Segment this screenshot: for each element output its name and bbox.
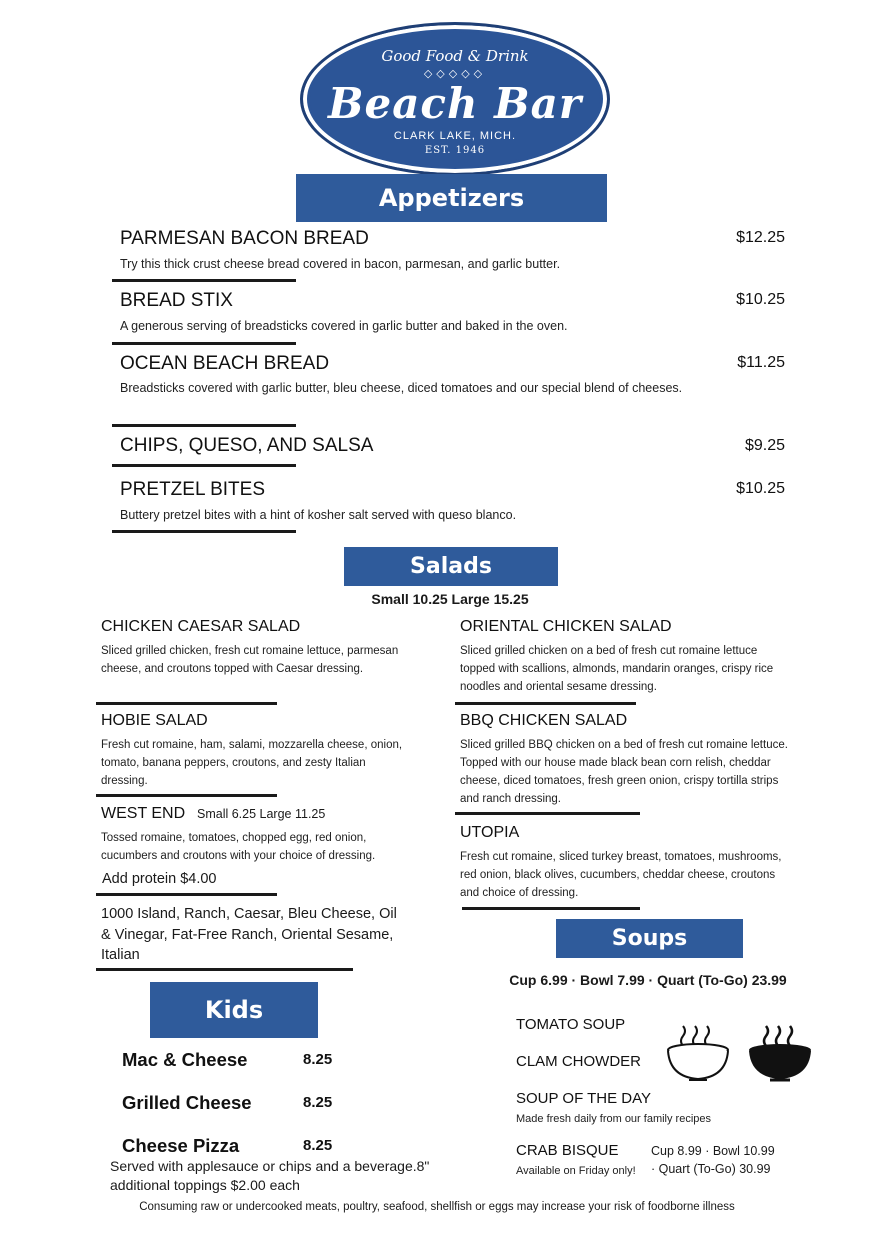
- divider: [96, 794, 277, 797]
- west-end-price: Small 6.25 Large 11.25: [197, 807, 326, 821]
- divider: [96, 893, 277, 896]
- kids-item-price: 8.25: [303, 1137, 333, 1154]
- salad-name: BBQ CHICKEN SALAD: [460, 712, 628, 729]
- soup-name: SOUP OF THE DAY: [516, 1090, 652, 1107]
- soup-bowl-filled-icon: [744, 1014, 816, 1084]
- logo-established: EST. 1946: [424, 145, 486, 156]
- appetizer-name: CHIPS, QUESO, AND SALSA: [120, 435, 374, 456]
- divider: [455, 812, 640, 815]
- salad-description: Tossed romaine, tomatoes, chopped egg, red onion, cucumbers and croutons with your choice of dressing.: [101, 832, 376, 862]
- salad-name: UTOPIA: [460, 824, 520, 841]
- salad-description: Fresh cut romaine, sliced turkey breast, tomatoes, mushrooms, red onion, black olives, cucumbers, cheddar cheese, croutons and choice of dressing.: [460, 851, 782, 899]
- soups-heading: Soups: [556, 919, 743, 958]
- appetizer-name: OCEAN BEACH BREAD: [120, 353, 330, 374]
- salad-description: Sliced grilled BBQ chicken on a bed of fresh cut romaine lettuce. Topped with our house made black bean corn relish, cheddar cheese, diced tomatoes, fresh green onion, crispy tortilla strips and ranch dressing.: [460, 739, 788, 805]
- appetizer-description: Breadsticks covered with garlic butter, bleu cheese, diced tomatoes and our special blend of cheeses.: [120, 381, 683, 395]
- appetizer-description: Buttery pretzel bites with a hint of kosher salt served with queso blanco.: [120, 508, 517, 522]
- crab-bisque-price: Cup 8.99 · Bowl 10.99: [651, 1144, 775, 1158]
- soup-name: CLAM CHOWDER: [516, 1053, 642, 1070]
- soup-bowl-outline-icon: [663, 1014, 733, 1084]
- appetizer-price: $11.25: [737, 354, 785, 371]
- divider: [112, 342, 296, 345]
- appetizer-name: PARMESAN BACON BREAD: [120, 228, 369, 249]
- appetizer-description: Try this thick crust cheese bread covered in bacon, parmesan, and garlic butter.: [120, 257, 561, 271]
- kids-item-price: 8.25: [303, 1051, 333, 1068]
- logo-name: Beach Bar: [327, 79, 582, 128]
- salad-name: HOBIE SALAD: [101, 712, 208, 729]
- appetizer-price: $9.25: [744, 437, 785, 454]
- divider: [462, 907, 640, 910]
- logo-location: CLARK LAKE, MICH.: [393, 130, 517, 142]
- appetizer-price: $12.25: [736, 229, 785, 246]
- salads-heading: Salads: [344, 547, 558, 586]
- divider: [96, 968, 353, 971]
- soup-note: Available on Friday only!: [516, 1165, 636, 1177]
- soups-pricing: Cup 6.99 · Bowl 7.99 · Quart (To-Go) 23.99: [509, 972, 787, 988]
- divider: [112, 424, 296, 427]
- salad-name: ORIENTAL CHICKEN SALAD: [460, 618, 672, 635]
- divider: [112, 464, 296, 467]
- soup-note: Made fresh daily from our family recipes: [516, 1113, 712, 1125]
- divider: [112, 279, 296, 282]
- salad-description: Sliced grilled chicken on a bed of fresh cut romaine lettuce topped with scallions, almonds, mandarin oranges, crispy rice noodles and oriental sesame dressing.: [460, 645, 774, 693]
- divider: [96, 702, 277, 705]
- beach-bar-logo: [300, 22, 610, 176]
- food-safety-disclaimer: Consuming raw or undercooked meats, poultry, seafood, shellfish or eggs may increase your risk of foodborne illness: [139, 1201, 735, 1213]
- appetizer-description: A generous serving of breadsticks covered in garlic butter and baked in the oven.: [120, 319, 568, 333]
- appetizer-name: BREAD STIX: [120, 290, 233, 311]
- salad-name: CHICKEN CAESAR SALAD: [101, 618, 301, 635]
- kids-item-name: Mac & Cheese: [122, 1049, 248, 1070]
- divider: [455, 702, 636, 705]
- appetizer-price: $10.25: [736, 480, 785, 497]
- salad-description: Fresh cut romaine, ham, salami, mozzarella cheese, onion, tomato, banana peppers, croutons, and zesty Italian dressing.: [101, 739, 403, 787]
- appetizers-heading: Appetizers: [296, 174, 607, 222]
- appetizer-name: PRETZEL BITES: [120, 479, 265, 500]
- kids-heading: Kids: [150, 982, 318, 1038]
- kids-item-name: Grilled Cheese: [122, 1092, 252, 1113]
- kids-note: Served with applesauce or chips and a beverage.8" additional toppings $2.00 each: [110, 1158, 430, 1193]
- crab-bisque-price: · Quart (To-Go) 30.99: [651, 1162, 771, 1176]
- divider: [112, 530, 296, 533]
- logo-dots: ◇◇◇◇◇: [423, 68, 487, 80]
- soup-name: CRAB BISQUE: [516, 1142, 619, 1159]
- soup-name: TOMATO SOUP: [516, 1016, 626, 1033]
- kids-item-name: Cheese Pizza: [122, 1135, 240, 1156]
- add-protein: Add protein $4.00: [102, 871, 217, 887]
- appetizer-price: $10.25: [736, 291, 785, 308]
- salad-description: Sliced grilled chicken, fresh cut romaine lettuce, parmesan cheese, and croutons topped with Caesar dressing.: [101, 645, 399, 675]
- salads-pricing: Small 10.25 Large 15.25: [371, 591, 529, 607]
- dressings-list: 1000 Island, Ranch, Caesar, Bleu Cheese, Oil & Vinegar, Fat-Free Ranch, Oriental Sesame, Italian: [101, 906, 397, 963]
- logo-tagline: Good Food & Drink: [381, 47, 529, 65]
- kids-item-price: 8.25: [303, 1094, 333, 1111]
- salad-name: WEST END: [101, 805, 186, 822]
